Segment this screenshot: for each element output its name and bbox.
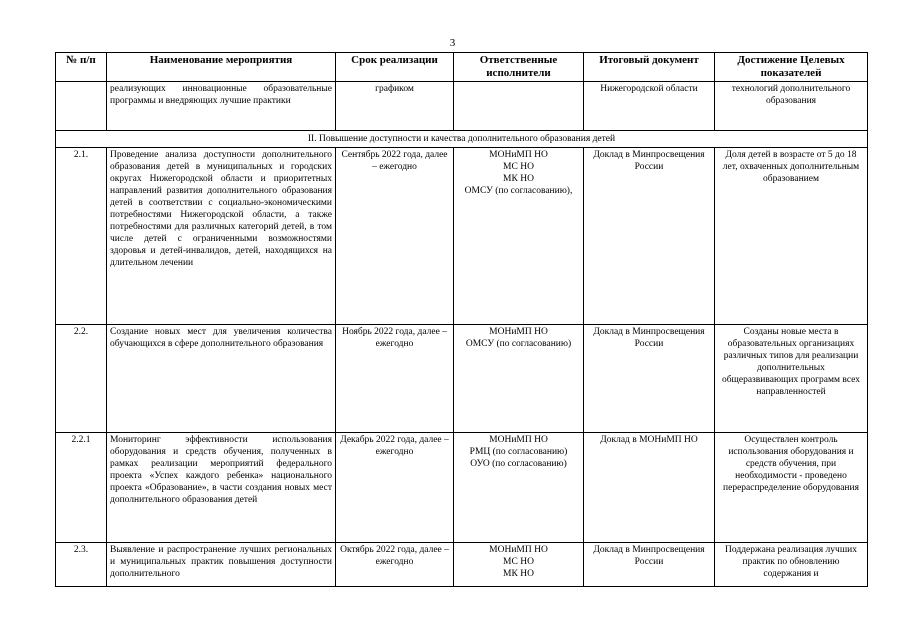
cell-term: Октябрь 2022 года, далее – ежегодно: [336, 543, 454, 587]
executor-line: МК НО: [503, 174, 534, 184]
cell-activity-name: Мониторинг эффективности использования оборудования и средств обучения, полученных в рамках реализации мероприятий федерального проекта «Успех каждого ребенка» национального проекта «Образование», в части создания новых мест дополнительного образования детей: [107, 433, 336, 543]
cell-executors: [454, 433, 584, 543]
cell-document: Доклад в Минпросвещения России: [584, 543, 715, 587]
page-number: 3: [449, 37, 456, 49]
header-executors: Ответственные исполнители: [454, 53, 584, 82]
executor-line: ОМСУ (по согласованию): [465, 339, 572, 349]
cell-targets: Поддержана реализация лучших практик по обновлению содержания и: [715, 543, 868, 587]
header-targets: Достижение Целевых показателей: [715, 53, 868, 82]
cell-document: Доклад в Минпросвещения России: [584, 148, 715, 325]
executor-line: МОНиМП НО: [489, 435, 548, 445]
cell-targets: технологий дополнительного образования: [715, 82, 868, 131]
header-activity-name: Наименование мероприятия: [107, 53, 336, 82]
executor-line: ОМСУ (по согласованию),: [464, 186, 573, 196]
table-row: [56, 325, 868, 433]
cell-number: 2.1.: [56, 148, 107, 325]
table-row: [56, 148, 868, 325]
executor-line: МК НО: [503, 569, 534, 579]
section-title: II. Повышение доступности и качества дополнительного образования детей: [56, 131, 868, 148]
table-row: [56, 543, 868, 587]
cell-activity-name: реализующих инновационные образовательные программы и внедряющих лучшие практики: [107, 82, 336, 131]
cell-document: Доклад в МОНиМП НО: [584, 433, 715, 543]
cell-activity-name: Выявление и распространение лучших региональных и муниципальных практик повышения доступности дополнительного: [107, 543, 336, 587]
executor-line: МОНиМП НО: [489, 545, 548, 555]
header-number: № п/п: [56, 53, 107, 82]
cell-activity-name: Создание новых мест для увеличения количества обучающихся в сфере дополнительного образования: [107, 325, 336, 433]
cell-activity-name: Проведение анализа доступности дополнительного образования детей в муниципальных и городских округах Нижегородской области и приоритетных направлений развития дополнительного образования детей в соответствии с социально-экономическими потребностями Нижегородской области, а также потребностями для различных категорий детей, в том числе детей с ограниченными возможностями здоровья и детей-инвалидов, детей, находящихся на длительном лечении: [107, 148, 336, 325]
cell-number: [56, 82, 107, 131]
header-term: Срок реализации: [336, 53, 454, 82]
cell-targets: Доля детей в возрасте от 5 до 18 лет, охваченных дополнительным образованием: [715, 148, 868, 325]
cell-executors: [454, 543, 584, 587]
cell-term: Сентябрь 2022 года, далее – ежегодно: [336, 148, 454, 325]
table-row-continued: [56, 82, 868, 131]
executor-line: МС НО: [503, 557, 534, 567]
executor-line: МОНиМП НО: [489, 150, 548, 160]
header-document: Итоговый документ: [584, 53, 715, 82]
cell-term: Декабрь 2022 года, далее – ежегодно: [336, 433, 454, 543]
executor-line: МС НО: [503, 162, 534, 172]
cell-targets: Созданы новые места в образовательных организациях различных типов для реализации дополнительных общеразвивающих программ всех направленностей: [715, 325, 868, 433]
cell-document: Нижегородской области: [584, 82, 715, 131]
cell-targets: Осуществлен контроль использования оборудования и средств обучения, при необходимости - проведено перераспределение оборудования: [715, 433, 868, 543]
cell-executors: [454, 82, 584, 131]
cell-executors: [454, 148, 584, 325]
cell-term: графиком: [336, 82, 454, 131]
cell-term: Ноябрь 2022 года, далее – ежегодно: [336, 325, 454, 433]
cell-document: Доклад в Минпросвещения России: [584, 325, 715, 433]
table-row: [56, 433, 868, 543]
executor-line: ОУО (по согласованию): [470, 459, 567, 469]
cell-number: 2.2.1: [56, 433, 107, 543]
executor-line: РМЦ (по согласованию): [469, 447, 568, 457]
cell-number: 2.3.: [56, 543, 107, 587]
plan-table: [55, 52, 868, 587]
cell-executors: [454, 325, 584, 433]
section-row: [56, 131, 868, 148]
cell-number: 2.2.: [56, 325, 107, 433]
executor-line: МОНиМП НО: [489, 327, 548, 337]
table-header-row: [56, 53, 868, 82]
